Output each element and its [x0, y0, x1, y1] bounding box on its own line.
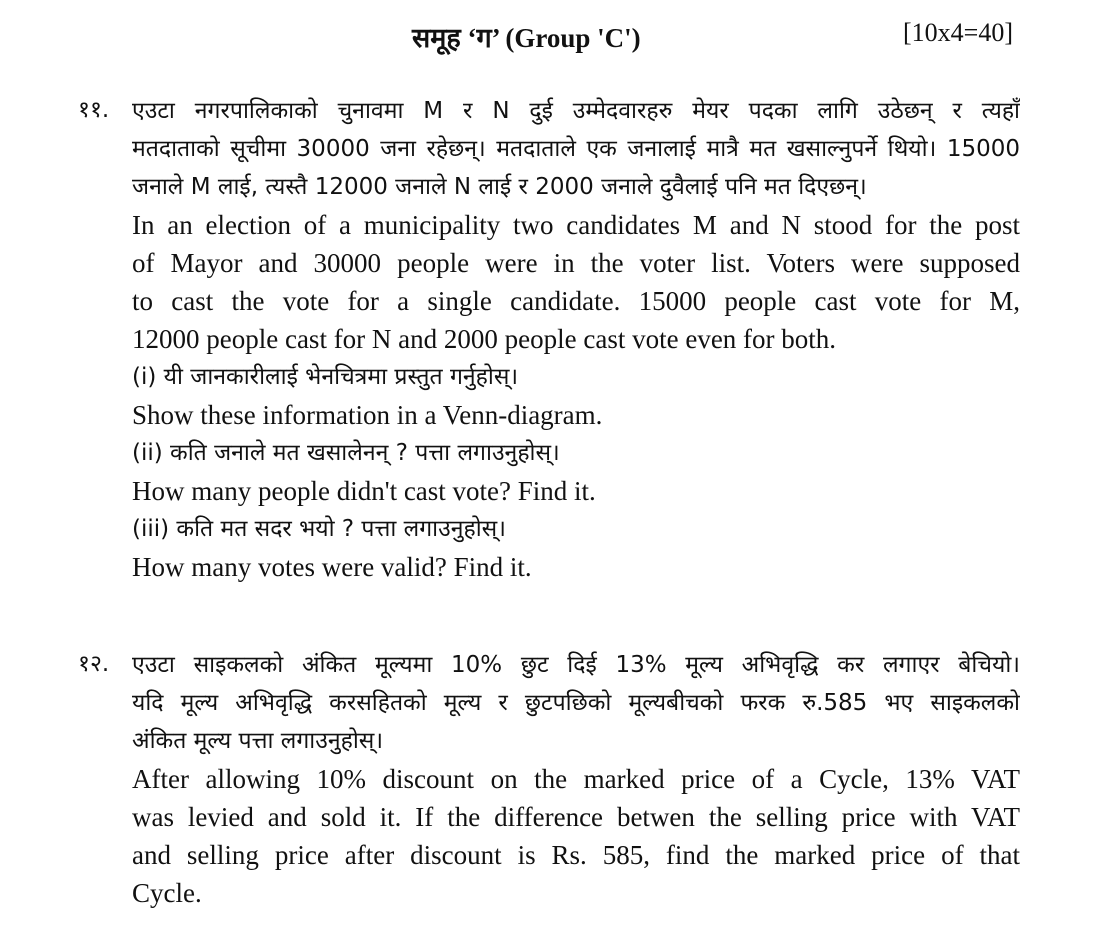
section-marks: [10x4=40] — [903, 18, 1013, 47]
question-line: was levied and sold it. If the difference betwen the selling price with VAT — [132, 802, 1020, 832]
section-header — [0, 14, 1103, 54]
section-title: समूह ‘ग’ (Group 'C') — [412, 23, 641, 53]
question-number: ११. — [78, 97, 110, 123]
question-line: to cast the vote for a single candidate. 15000 people cast vote for M, — [132, 286, 1020, 316]
question-line: (iii) कति मत सदर भयो ? पत्ता लगाउनुहोस्। — [132, 516, 506, 542]
question-line: After allowing 10% discount on the marked price of a Cycle, 13% VAT — [132, 764, 1020, 794]
question-line: एउटा साइकलको अंकित मूल्यमा 10% छुट दिई 13% मूल्य अभिवृद्धि कर लगाएर बेचियो। — [132, 652, 1020, 678]
question-line: How many votes were valid? Find it. — [132, 552, 532, 582]
question-line: एउटा नगरपालिकाको चुनावमा M र N दुई उम्मेदवारहरु मेयर पदका लागि उठेछन् र त्यहाँ — [132, 98, 1020, 124]
question-number: १२. — [78, 651, 110, 677]
question-line: and selling price after discount is Rs. 585, find the marked price of that — [132, 840, 1020, 870]
question-line: यदि मूल्य अभिवृद्धि करसहितको मूल्य र छुटपछिको मूल्यबीचको फरक रु.585 भए साइकलको — [132, 690, 1020, 716]
question-line: In an election of a municipality two candidates M and N stood for the post — [132, 210, 1020, 240]
question-line: (ii) कति जनाले मत खसालेनन् ? पत्ता लगाउनुहोस्। — [132, 440, 560, 466]
question-body — [132, 646, 1020, 912]
question-line: of Mayor and 30000 people were in the voter list. Voters were supposed — [132, 248, 1020, 278]
question-line: Show these information in a Venn-diagram. — [132, 400, 603, 430]
question-line: जनाले M लाई, त्यस्तै 12000 जनाले N लाई र 2000 जनाले दुवैलाई पनि मत दिएछन्। — [132, 174, 867, 200]
question-line: Cycle. — [132, 878, 202, 908]
question-line: 12000 people cast for N and 2000 people cast vote even for both. — [132, 324, 837, 354]
question-line: How many people didn't cast vote? Find it. — [132, 476, 596, 506]
question-line: (i) यी जानकारीलाई भेनचित्रमा प्रस्तुत गर्नुहोस्। — [132, 364, 519, 390]
question-body — [132, 92, 1020, 586]
question-line: अंकित मूल्य पत्ता लगाउनुहोस्। — [132, 728, 384, 754]
question-line: मतदाताको सूचीमा 30000 जना रहेछन्। मतदाताले एक जनालाई मात्रै मत खसाल्नुपर्ने थियो। 15000 — [132, 136, 1020, 162]
